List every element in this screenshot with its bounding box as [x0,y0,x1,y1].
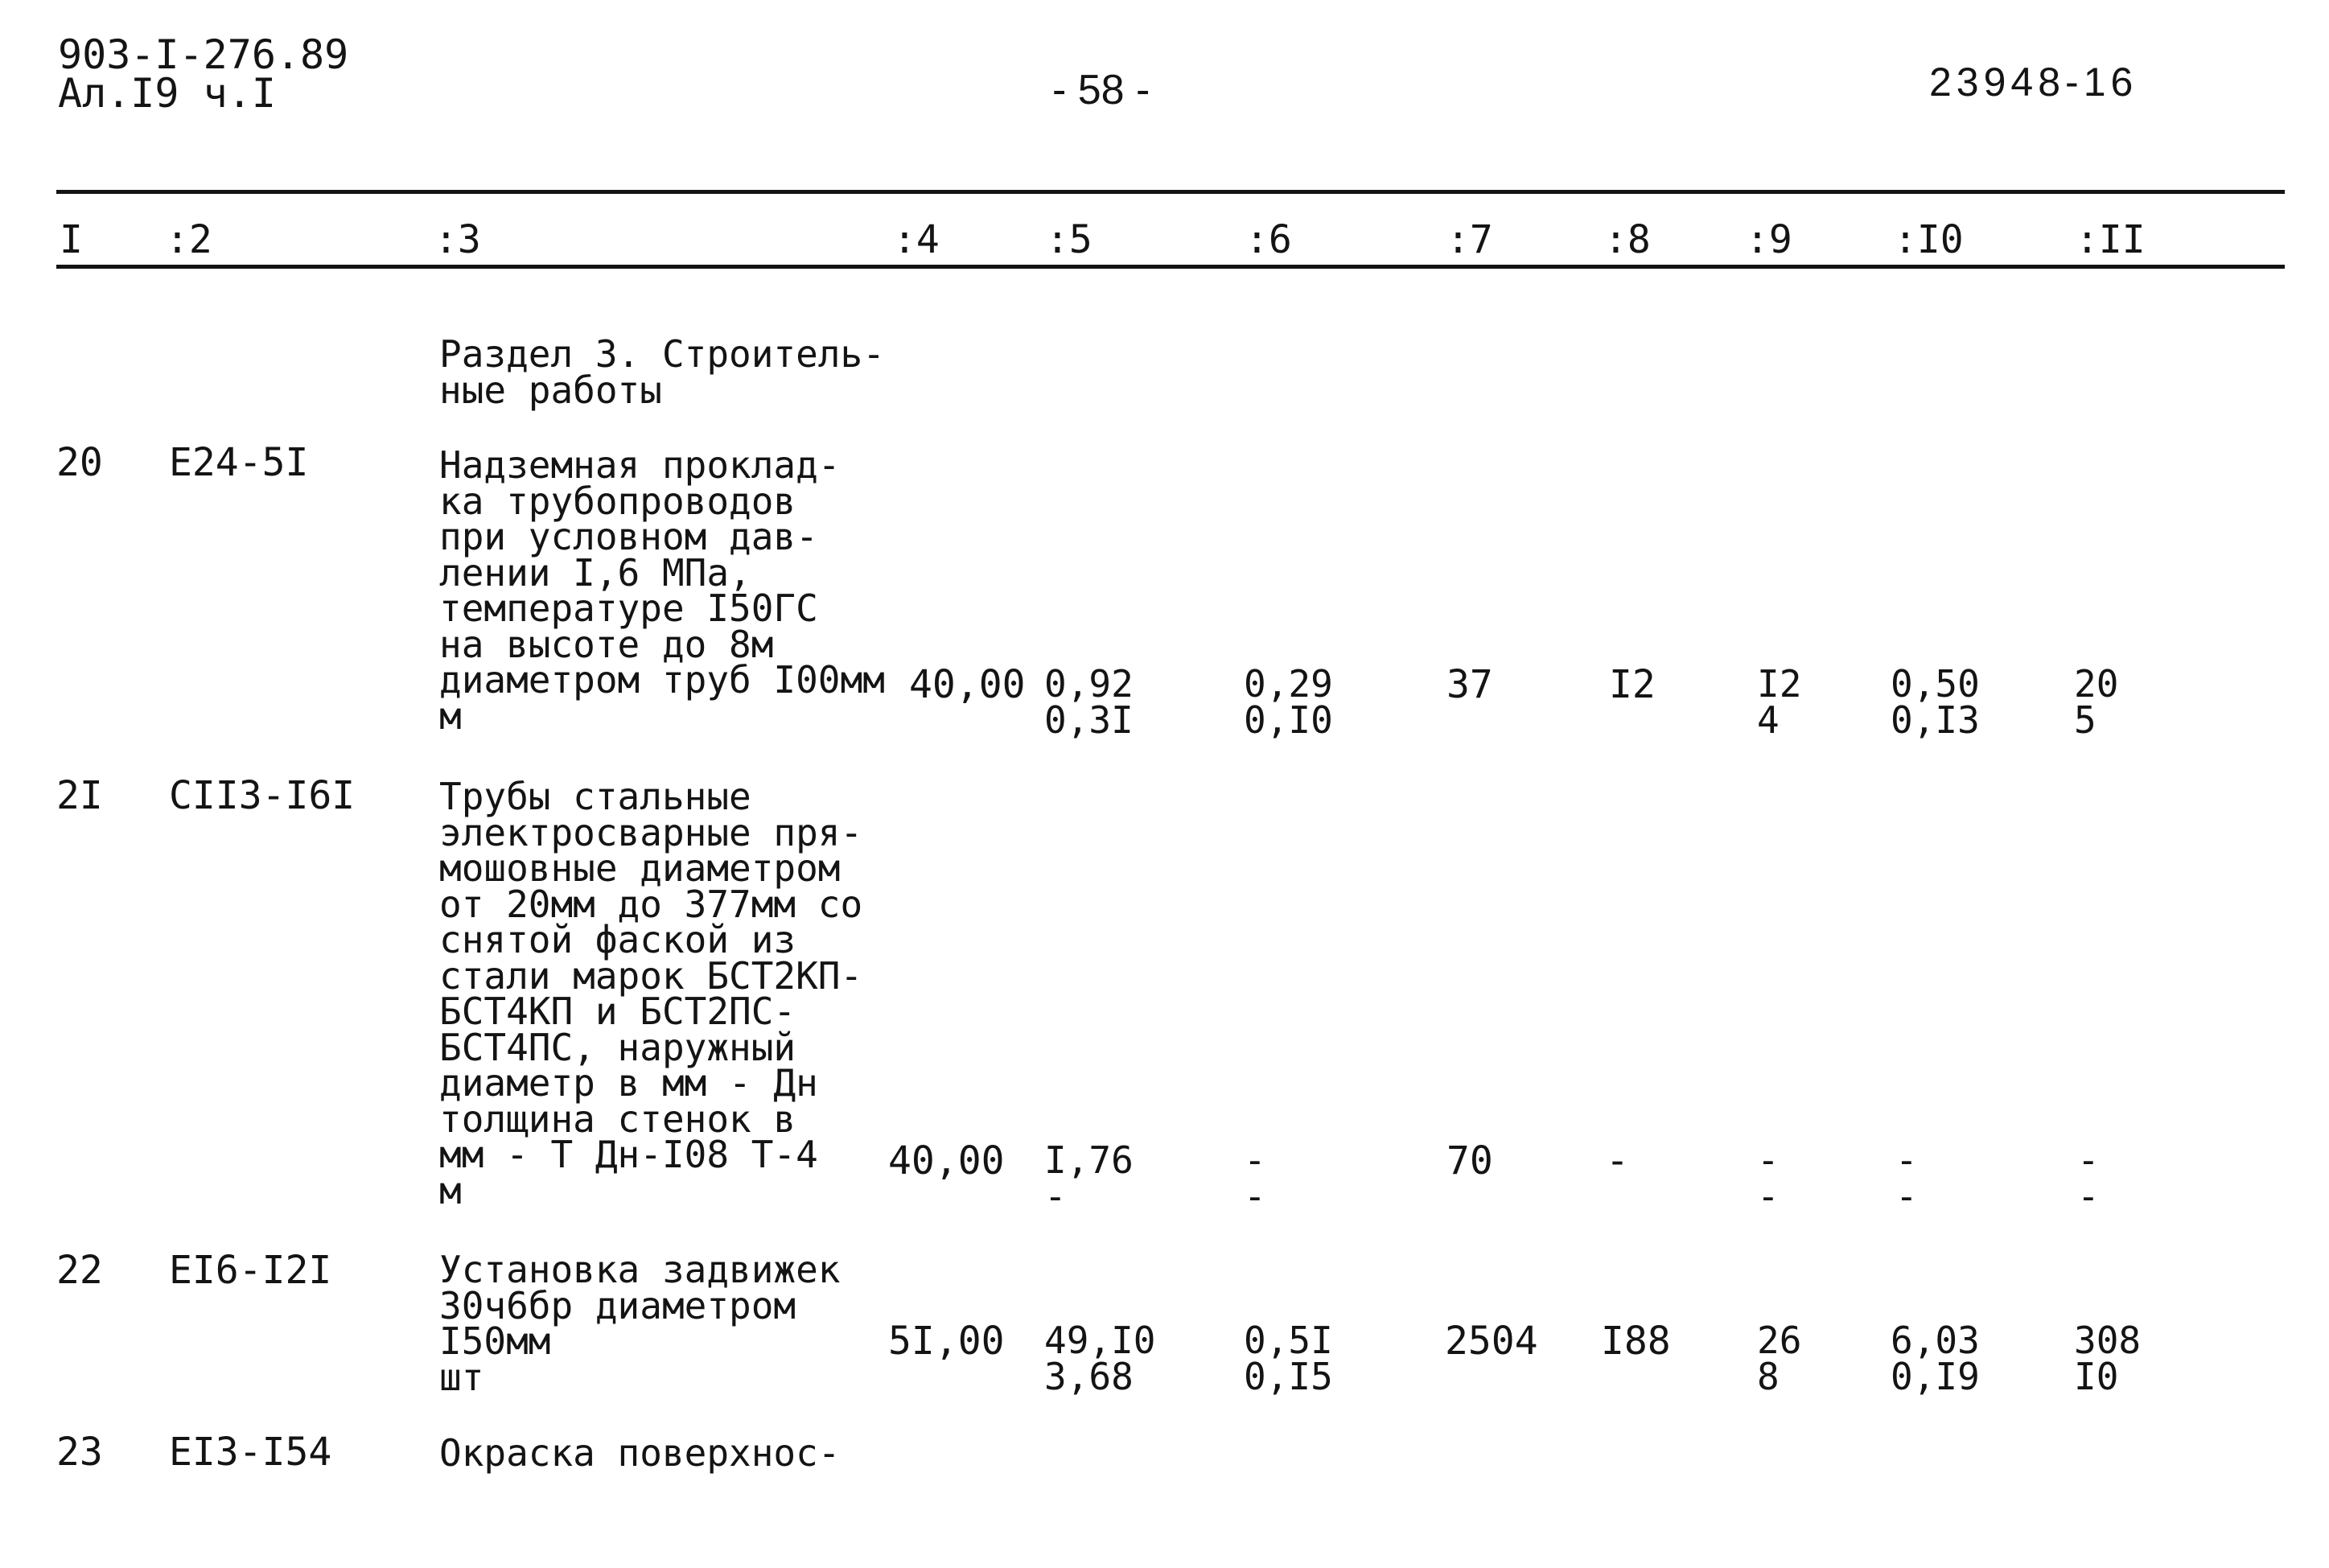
column-9-values: 26 8 [1757,1319,1802,1398]
column-10-values: 6,03 0,I9 [1891,1319,1980,1398]
column-5-values: 49,I0 3,68 [1044,1319,1156,1398]
rate-code: ЕI3-I54 [169,1430,332,1475]
rate-code: Е24-5I [169,440,309,485]
work-description: Трубы стальные электросварные пря- мошовные диаметром от 20мм до 377мм со снятой фаской из стали марок БСТ2КП- БСТ4КП и БСТ2ПС- БСТ4ПС, наружный диаметр в мм - Дн толщина стенок в мм - Т Дн-I08 Т-4 м [439,775,863,1212]
column-8-value: - [1606,1138,1629,1183]
row-number: 22 [56,1248,103,1293]
column-header-9: :9 [1746,217,1792,262]
column-5-values: I,76 - [1044,1138,1134,1218]
column-header-5: :5 [1046,217,1092,262]
column-9-values: - - [1757,1138,1780,1218]
work-description: Надземная проклад- ка трубопроводов при условном дав- лении I,6 МПа, температуре I50ГС на высоте до 8м диаметром труб I00мм м [439,443,885,738]
sheet-reference: Ал.I9 ч.I [58,70,276,117]
column-7-value: 37 [1446,662,1493,707]
work-description: Установка задвижек 30ч6бр диаметром I50мм шт [439,1248,841,1399]
column-6-values: 0,29 0,I0 [1244,662,1333,742]
section-title: Раздел 3. Строитель- ные работы [439,332,885,412]
column-8-value: I2 [1609,662,1656,707]
column-10-values: 0,50 0,I3 [1891,662,1980,742]
column-8-value: I88 [1601,1319,1671,1364]
column-header-3: :3 [434,217,481,262]
page-number: - 58 - [1052,67,1150,113]
stamp-number: 23948-16 [1929,60,2138,105]
quantity: 40,00 [888,1138,1005,1183]
rate-code: СII3-I6I [169,773,356,818]
column-header-10: :I0 [1894,217,1964,262]
row-number: 20 [56,440,103,485]
quantity: 40,00 [909,662,1026,707]
column-6-values: 0,5I 0,I5 [1244,1319,1333,1398]
column-10-values: - - [1895,1138,1918,1218]
column-7-value: 2504 [1445,1319,1538,1364]
rate-code: ЕI6-I2I [169,1248,332,1293]
column-header-4: :4 [893,217,940,262]
column-header-11: :II [2076,217,2146,262]
column-11-values: 308 I0 [2074,1319,2142,1398]
top-rule [56,190,2285,194]
column-11-values: 20 5 [2074,662,2119,742]
column-header-6: :6 [1245,217,1292,262]
column-header-7: :7 [1446,217,1493,262]
column-6-values: - - [1244,1138,1266,1218]
quantity: 5I,00 [888,1319,1005,1364]
row-number: 2I [56,773,103,818]
bottom-rule [56,265,2285,269]
column-5-values: 0,92 0,3I [1044,662,1134,742]
column-7-value: 70 [1446,1138,1493,1183]
work-description: Окраска поверхнос- [439,1431,841,1475]
column-11-values: - - [2077,1138,2100,1218]
row-number: 23 [56,1430,103,1475]
column-header-1: I [60,217,83,262]
column-header-8: :8 [1604,217,1651,262]
column-9-values: I2 4 [1757,662,1802,742]
document-code: 903-I-276.89 [58,31,349,78]
column-header-2: :2 [166,217,212,262]
